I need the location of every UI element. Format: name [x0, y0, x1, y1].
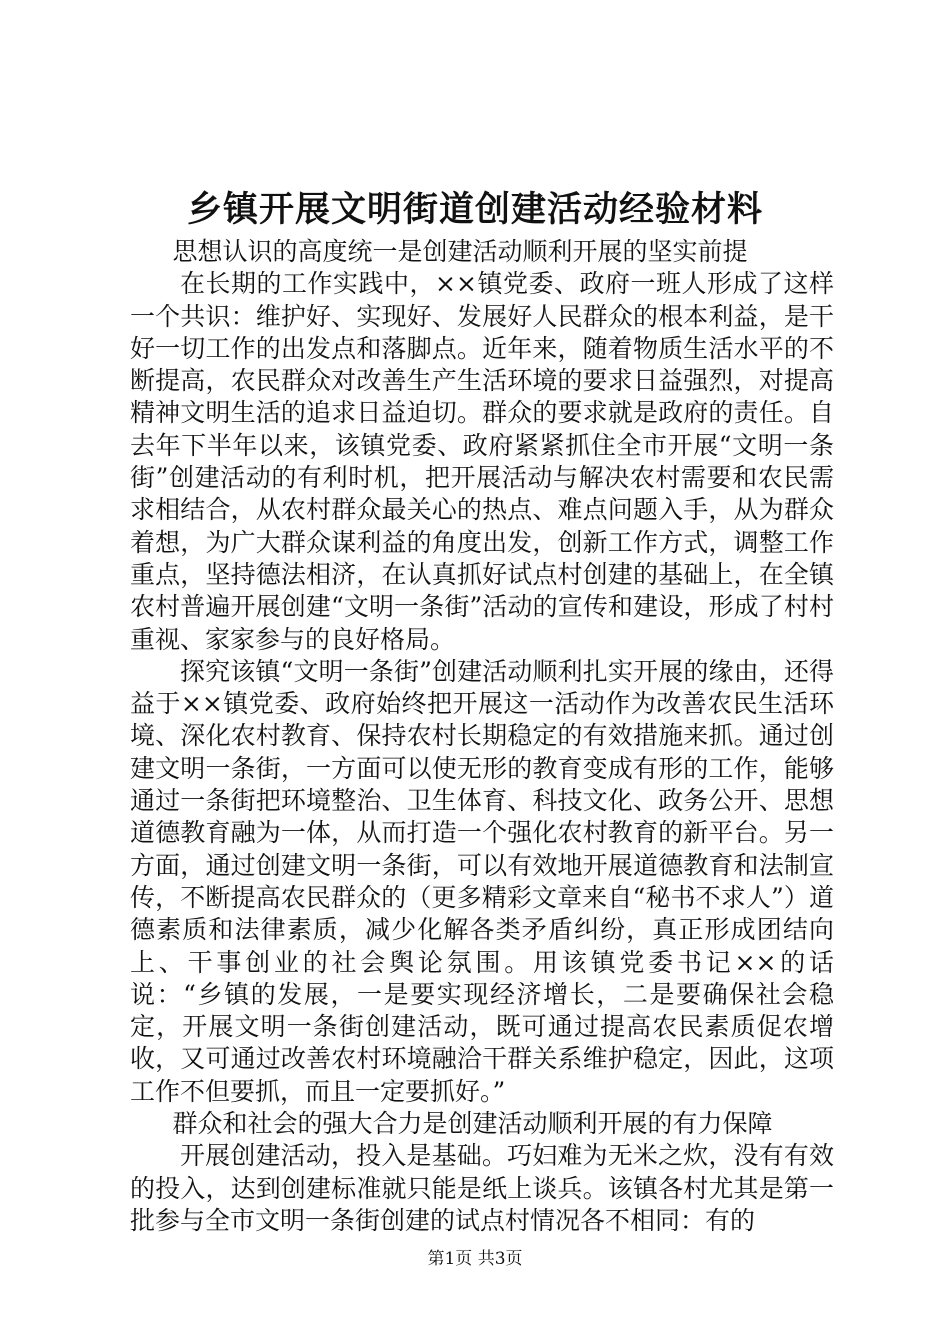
document-body: [130, 236, 834, 1237]
body-paragraph: 开展创建活动，投入是基础。巧妇难为无米之炊，没有有效的投入，达到创建标准就只能是纸上谈兵。该镇各村尤其是第一批参与全市文明一条街创建的试点村情况各不相同：有的: [130, 1141, 834, 1235]
body-paragraph: 在长期的工作实践中，××镇党委、政府一班人形成了这样一个共识：维护好、实现好、发展好人民群众的根本利益，是干好一切工作的出发点和落脚点。近年来，随着物质生活水平的不断提高，农民群众对改善生产生活环境的要求日益强烈，对提高精神文明生活的追求日益迫切。群众的要求就是政府的责任。自去年下半年以来，该镇党委、政府紧紧抓住全市开展“文明一条街”创建活动的有利时机，把开展活动与解决农村需要和农民需求相结合，从农村群众最关心的热点、难点问题入手，从为群众着想，为广大群众谋利益的角度出发，创新工作方式，调整工作重点，坚持德法相济，在认真抓好试点村创建的基础上，在全镇农村普遍开展创建“文明一条街”活动的宣传和建设，形成了村村重视、家家参与的良好格局。: [130, 269, 834, 654]
section-heading: 群众和社会的强大合力是创建活动顺利开展的有力保障: [172, 1109, 773, 1139]
document-title: 乡镇开展文明街道创建活动经验材料: [186, 189, 763, 230]
page-footer: 第1页 共3页: [427, 1249, 523, 1269]
body-paragraph: 探究该镇“文明一条街”创建活动顺利扎实开展的缘由，还得益于××镇党委、政府始终把开展这一活动作为改善农民生活环境、深化农村教育、保持农村长期稳定的有效措施来抓。通过创建文明一条街，一方面可以使无形的教育变成有形的工作，能够通过一条街把环境整治、卫生体育、科技文化、政务公开、思想道德教育融为一体，从而打造一个强化农村教育的新平台。另一方面，通过创建文明一条街，可以有效地开展道德教育和法制宣传，不断提高农民群众的（更多精彩文章来自“秘书不求人”）道德素质和法律素质，减少化解各类矛盾纠纷，真正形成团结向上、干事创业的社会舆论氛围。用该镇党委书记××的话说：“乡镇的发展，一是要实现经济增长，二是要确保社会稳定，开展文明一条街创建活动，既可通过提高农民素质促农增收，又可通过改善农村环境融洽干群关系维护稳定，因此，这项工作不但要抓，而且一定要抓好。”: [130, 656, 834, 1106]
section-heading: 思想认识的高度统一是创建活动顺利开展的坚实前提: [172, 237, 748, 266]
